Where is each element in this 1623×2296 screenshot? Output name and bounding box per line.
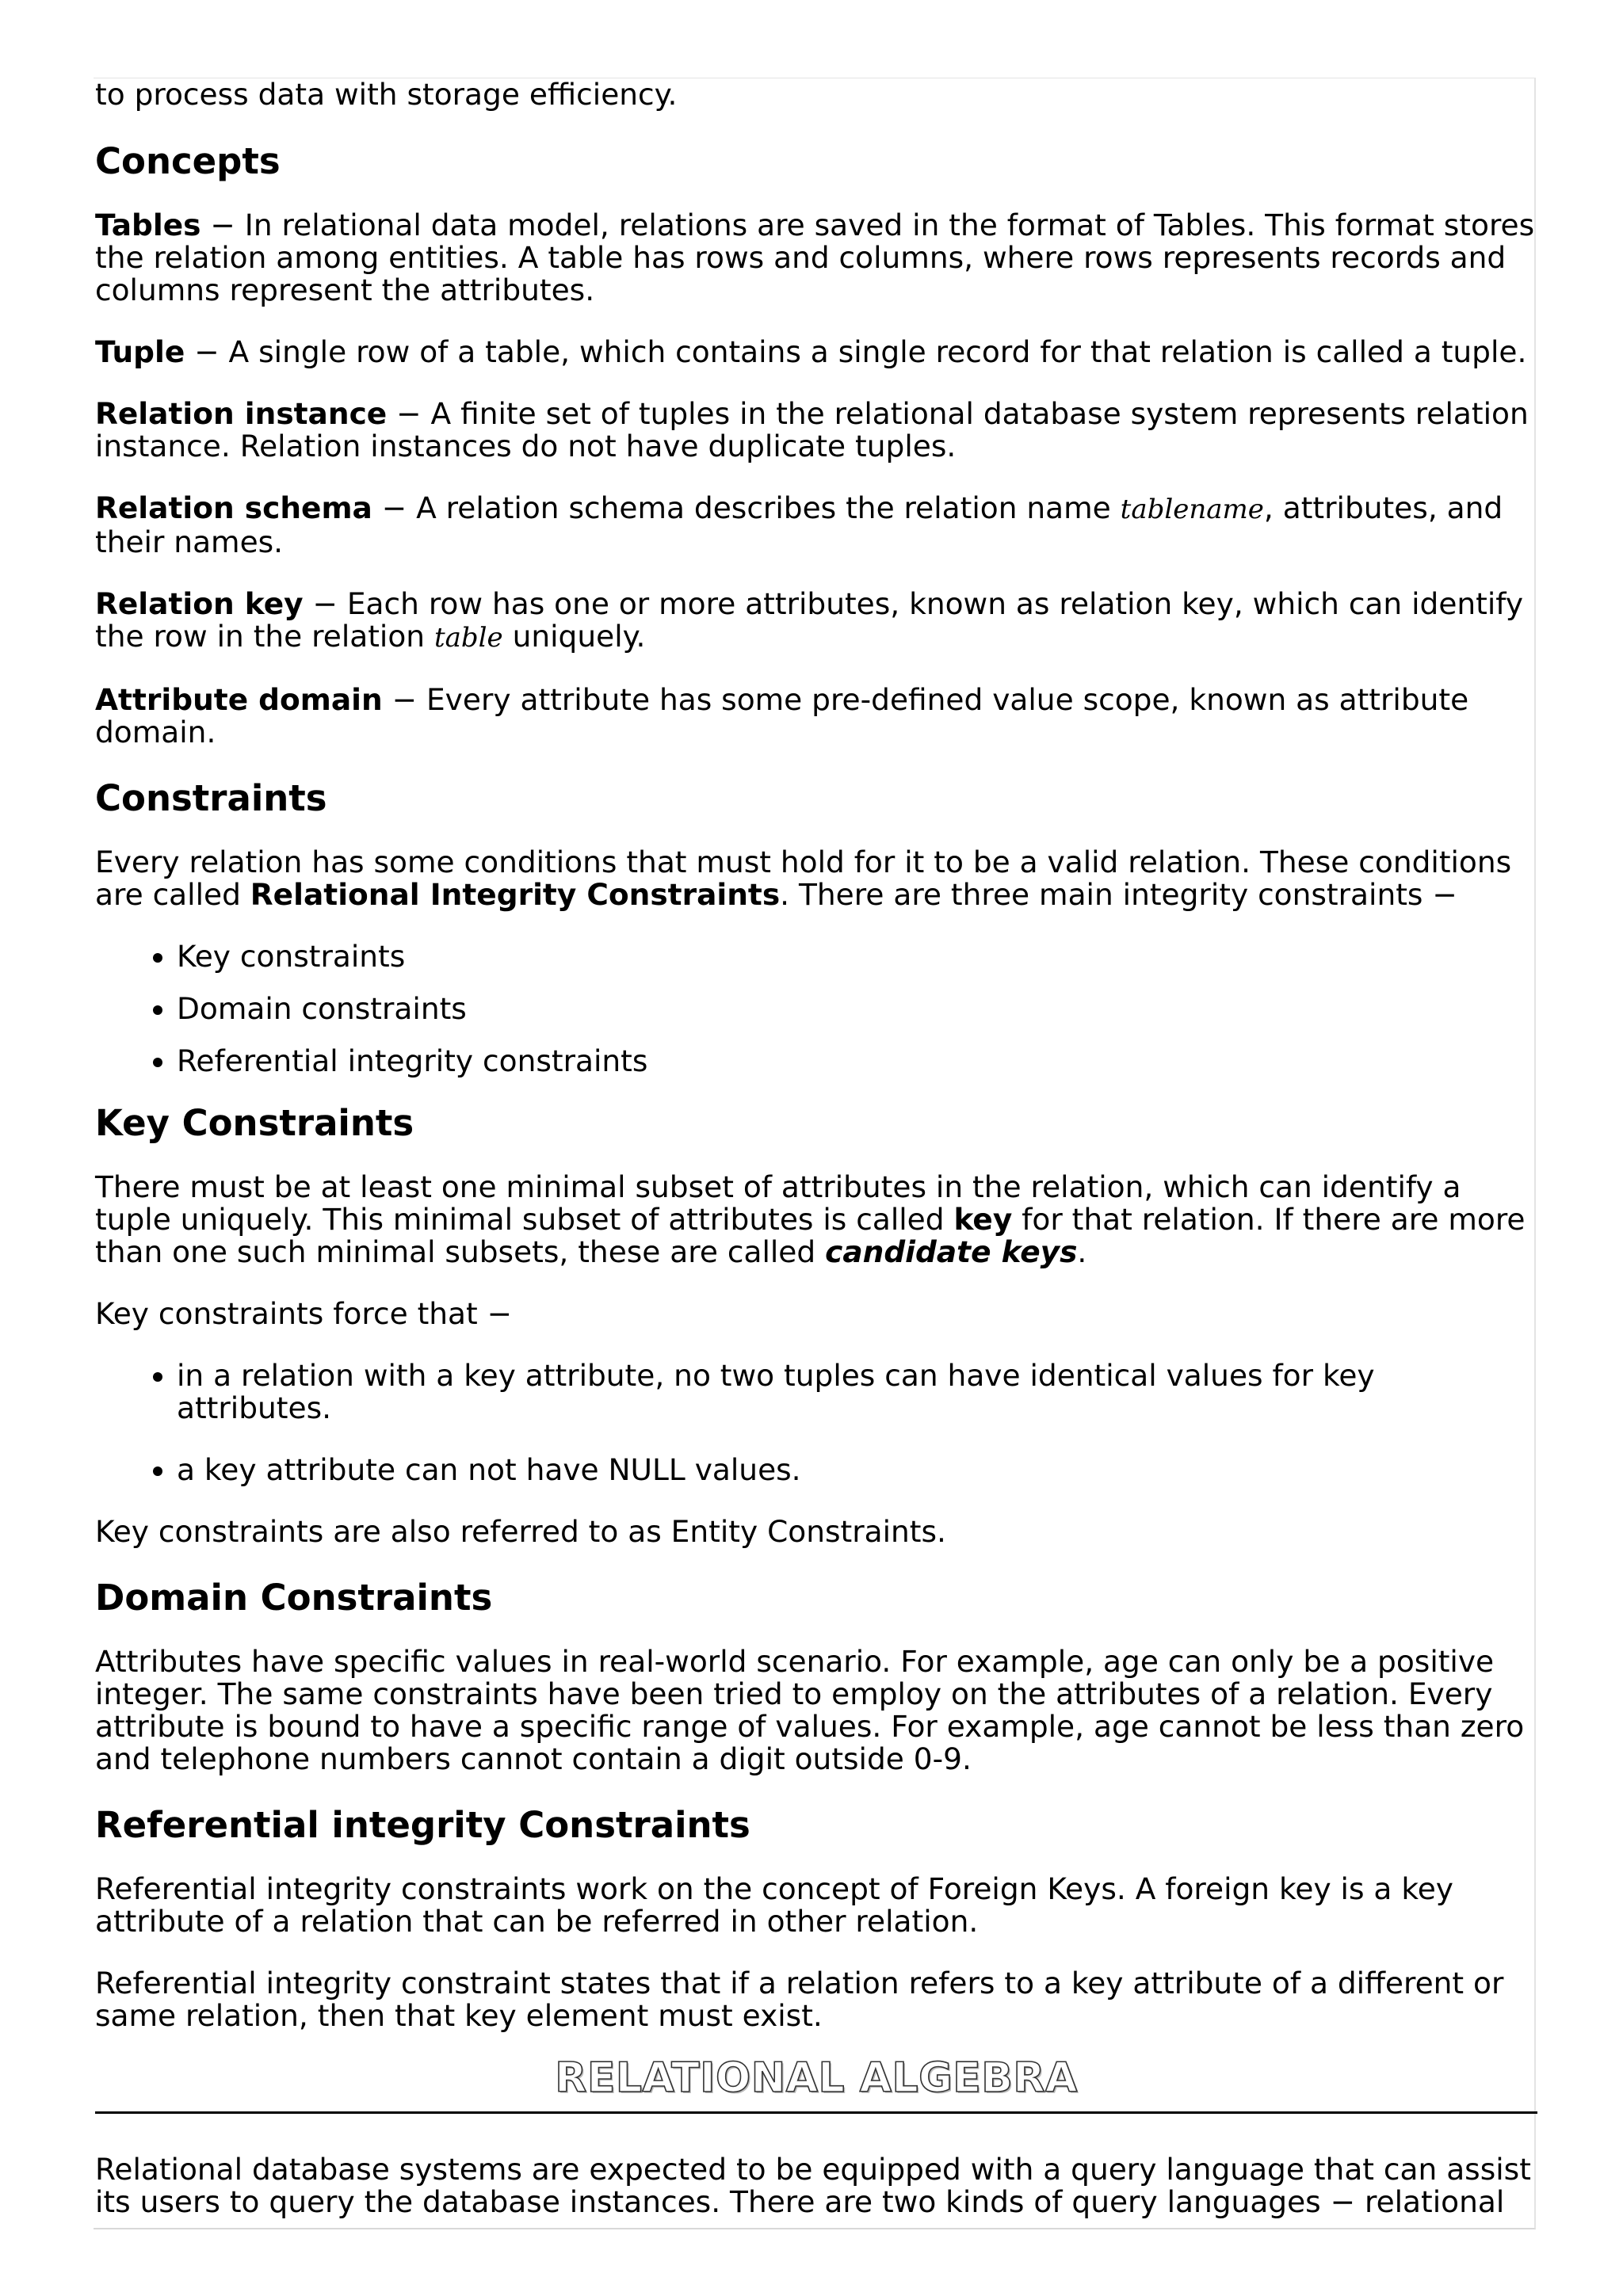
relational-algebra-title: RELATIONAL ALGEBRA [95, 2053, 1537, 2114]
key-constraints-heading: Key Constraints [95, 1102, 414, 1144]
concept-relation-schema-italic: tablename [1120, 494, 1264, 525]
constraints-para-bold: Relational Integrity Constraints [250, 877, 781, 912]
concept-attribute-domain-term: Attribute domain [95, 682, 383, 717]
key-para-middle: for that relation. If there are more than one such minimal subsets, these are called [95, 1202, 1526, 1269]
concept-relation-schema-text-after: , attributes, and their names. [95, 490, 1503, 559]
intro-tail-text: to process data with storage efficiency. [95, 77, 678, 112]
concept-tuple-term: Tuple [95, 334, 185, 369]
domain-constraints-paragraph: Attributes have specific values in real-world scenario. For example, age can only be a positive integer. The same constraints have been tried to employ on the attributes of a relation. Every attribute is bound to have a specific range of values. For example, age cannot be less than zero and telephone numbers cannot contain a digit outside 0-9. [95, 1644, 1525, 1776]
constraints-para-after: . There are three main integrity constraints − [780, 877, 1457, 912]
concept-relation-key-text-after: uniquely. [502, 619, 646, 654]
concept-attribute-domain [95, 684, 1537, 749]
list-item: • in a relation with a key attribute, no two tuples can have identical values for key attributes. [177, 1360, 1537, 1425]
list-item: • Domain constraints [177, 993, 1537, 1025]
concept-relation-schema-term: Relation schema [95, 490, 372, 525]
list-item: • Referential integrity constraints [177, 1045, 1537, 1077]
key-constraints-list [95, 1360, 1537, 1486]
key-constraints-paragraph [95, 1171, 1537, 1268]
concept-tables [95, 209, 1537, 307]
key-para-after: . [1077, 1234, 1087, 1269]
concept-relation-instance-term: Relation instance [95, 396, 388, 431]
concept-tuple-text: − A single row of a table, which contains a single record for that relation is called a tuple. [185, 334, 1527, 369]
concept-tuple [95, 336, 1537, 368]
concept-relation-schema [95, 492, 1537, 559]
domain-constraints-heading: Domain Constraints [95, 1577, 493, 1619]
concepts-heading: Concepts [95, 140, 281, 182]
key-para-bold: key [953, 1202, 1013, 1237]
key-para-before: There must be at least one minimal subset of attributes in the relation, which can identify a tuple uniquely. This minimal subset of attributes is called [95, 1169, 1461, 1237]
concept-relation-key-term: Relation key [95, 586, 304, 621]
constraints-paragraph [95, 846, 1537, 911]
key-constraints-force-intro: Key constraints force that − [95, 1296, 513, 1331]
concept-tables-term: Tables [95, 208, 201, 242]
referential-constraints-paragraph-2: Referential integrity constraint states that if a relation refers to a key attribute of a different or same relation, then that key element must exist. [95, 1966, 1504, 2033]
referential-constraints-paragraph-1: Referential integrity constraints work on the concept of Foreign Keys. A foreign key is a key attribute of a relation that can be referred in other relation. [95, 1871, 1453, 1939]
referential-constraints-heading: Referential integrity Constraints [95, 1804, 750, 1846]
concept-attribute-domain-text: − Every attribute has some pre-defined value scope, known as attribute domain. [95, 682, 1469, 749]
concept-relation-key-italic: table [433, 622, 503, 654]
constraints-heading: Constraints [95, 777, 327, 819]
list-item: • Key constraints [177, 940, 1537, 973]
concept-relation-schema-text-before: − A relation schema describes the relation name [372, 490, 1121, 525]
document-content [95, 78, 1537, 2248]
document-page [94, 78, 1536, 2229]
concept-tables-text: − In relational data model, relations are saved in the format of Tables. This format stores the relation among entities. A table has rows and columns, where rows represents records and columns represent the attributes. [95, 208, 1535, 307]
key-para-bold-italic: candidate keys [825, 1234, 1078, 1269]
concept-relation-key [95, 588, 1537, 654]
constraints-list [95, 940, 1537, 1077]
concept-relation-instance [95, 398, 1537, 463]
list-item: • a key attribute can not have NULL values. [177, 1454, 1537, 1486]
concept-relation-instance-text: − A finite set of tuples in the relational database system represents relation instance. Relation instances do not have duplicate tuples. [95, 396, 1529, 463]
concept-relation-key-text-before: − Each row has one or more attributes, known as relation key, which can identify the row in the relation [95, 586, 1524, 654]
key-constraints-closing: Key constraints are also referred to as Entity Constraints. [95, 1514, 946, 1549]
relational-algebra-paragraph: Relational database systems are expected to be equipped with a query language that can assist its users to query the database instances. There are two kinds of query languages − relational [95, 2152, 1531, 2219]
constraints-para-before: Every relation has some conditions that must hold for it to be a valid relation. These conditions are called [95, 845, 1512, 912]
